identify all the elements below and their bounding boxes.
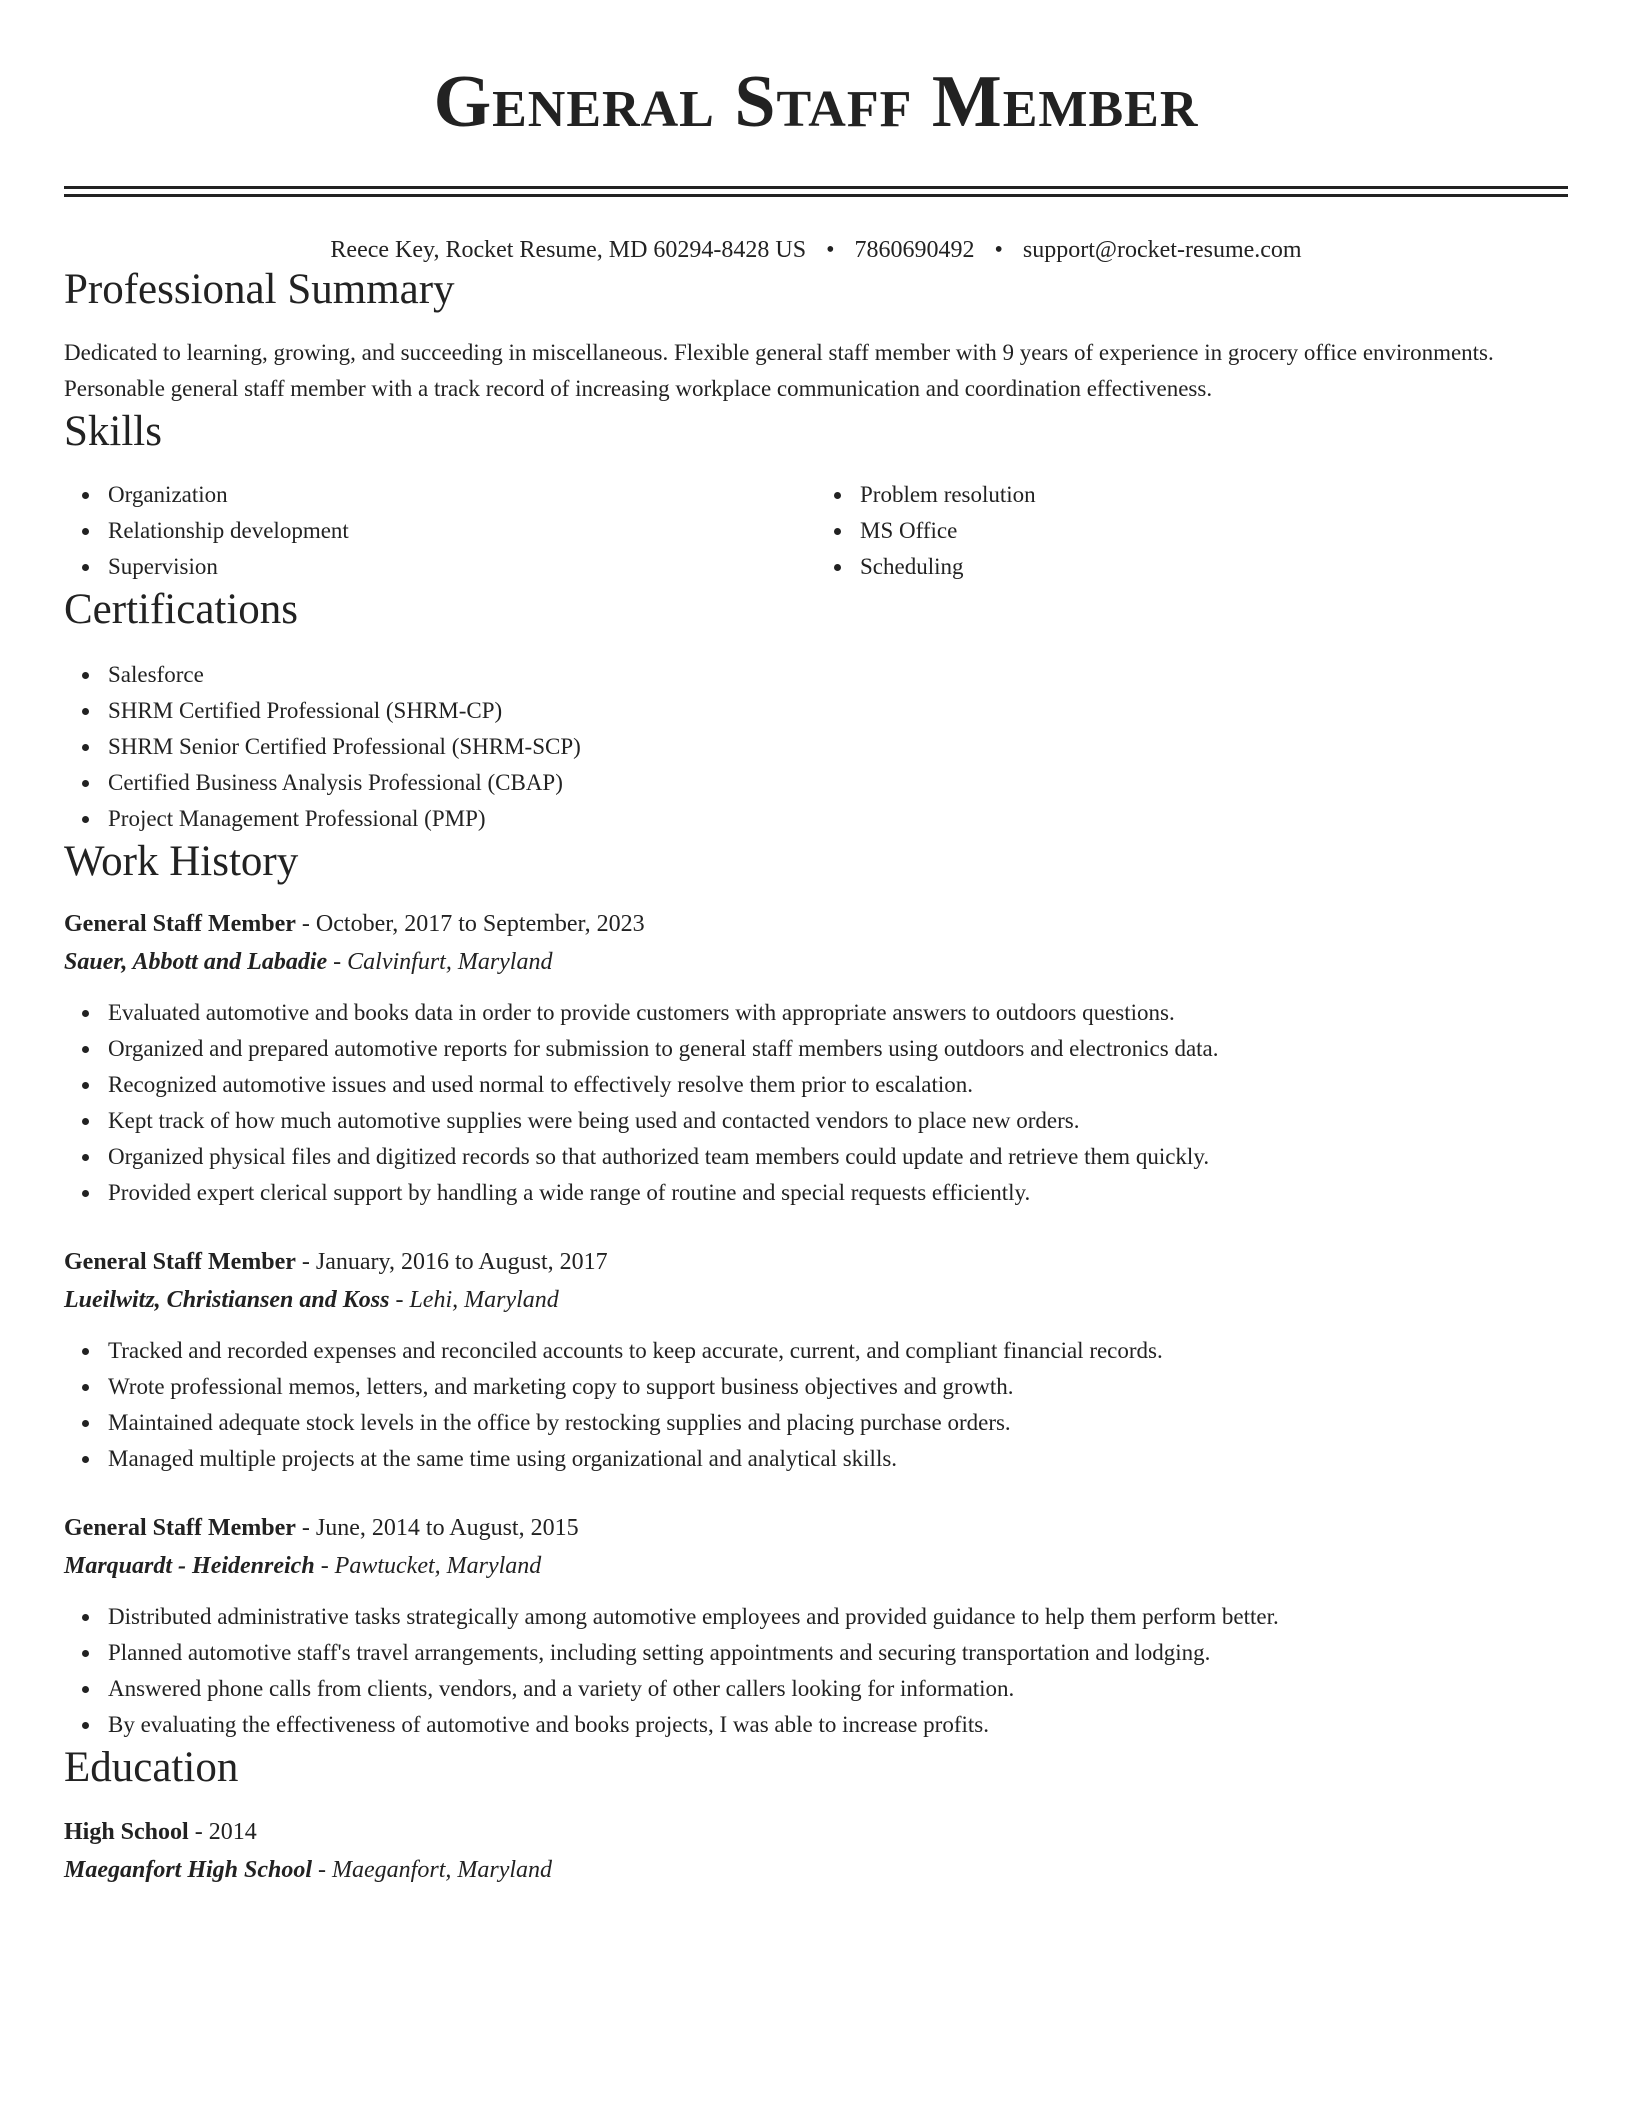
- education-heading: Education: [64, 1744, 239, 1791]
- skill-item: Organization: [108, 477, 816, 513]
- education-entry: [64, 1813, 1568, 1889]
- skills-list-left: [64, 477, 816, 585]
- job-bullet: Kept track of how much automotive supplies were being used and contacted vendors to place new orders.: [108, 1103, 1568, 1139]
- job-bullet: Wrote professional memos, letters, and marketing copy to support business objectives and growth.: [108, 1369, 1568, 1405]
- certification-item: Salesforce: [108, 657, 1568, 693]
- job-bullet: Tracked and recorded expenses and reconciled accounts to keep accurate, current, and compliant financial records.: [108, 1333, 1568, 1369]
- job-company: Sauer, Abbott and Labadie: [64, 949, 328, 975]
- job-company-line: [64, 1281, 1568, 1319]
- job-title: General Staff Member: [64, 911, 296, 937]
- contact-separator: •: [826, 237, 835, 263]
- certification-item: Project Management Professional (PMP): [108, 801, 1568, 837]
- resume-title: General Staff Member: [433, 61, 1199, 143]
- job-bullets: [64, 995, 1568, 1211]
- education-location: - Maeganfort, Maryland: [312, 1857, 553, 1883]
- job-dates: - October, 2017 to September, 2023: [295, 911, 645, 937]
- job-entry: [64, 905, 1568, 1211]
- job-bullet: Distributed administrative tasks strategically among automotive employees and provided guidance to help them perform better.: [108, 1599, 1568, 1635]
- job-dates: - June, 2014 to August, 2015: [295, 1515, 579, 1541]
- job-bullet: Maintained adequate stock levels in the office by restocking supplies and placing purchase orders.: [108, 1405, 1568, 1441]
- job-bullets: [64, 1599, 1568, 1743]
- contact-email: support@rocket-resume.com: [1022, 237, 1302, 263]
- job-title: General Staff Member: [64, 1515, 296, 1541]
- job-bullet: Provided expert clerical support by handling a wide range of routine and special requests efficiently.: [108, 1175, 1568, 1211]
- skill-item: Problem resolution: [860, 477, 1568, 513]
- certifications-heading: Certifications: [64, 586, 299, 633]
- certification-item: SHRM Certified Professional (SHRM-CP): [108, 693, 1568, 729]
- title-divider-thin: [64, 194, 1568, 197]
- job-location: - Pawtucket, Maryland: [314, 1553, 542, 1579]
- job-company-line: [64, 943, 1568, 981]
- skill-item: Scheduling: [860, 549, 1568, 585]
- summary-text: Dedicated to learning, growing, and succeeding in miscellaneous. Flexible general staff member with 9 years of experience in grocery office environments. Personable general staff member with a track record of increasing workplace communication and coordination effectiveness.: [64, 340, 1494, 401]
- job-title-line: [64, 1243, 1568, 1281]
- skills-columns: [64, 477, 1568, 585]
- education-year: - 2014: [188, 1819, 257, 1845]
- job-bullet: Recognized automotive issues and used normal to effectively resolve them prior to escalation.: [108, 1067, 1568, 1103]
- job-company: Lueilwitz, Christiansen and Koss: [64, 1287, 390, 1313]
- job-bullet: Managed multiple projects at the same time using organizational and analytical skills.: [108, 1441, 1568, 1477]
- contact-phone: 7860690492: [854, 237, 975, 263]
- skill-item: MS Office: [860, 513, 1568, 549]
- skill-item: Supervision: [108, 549, 816, 585]
- job-company-line: [64, 1547, 1568, 1585]
- skill-item: Relationship development: [108, 513, 816, 549]
- education-degree-line: [64, 1813, 1568, 1851]
- job-title: General Staff Member: [64, 1249, 296, 1275]
- job-location: - Lehi, Maryland: [389, 1287, 559, 1313]
- job-dates: - January, 2016 to August, 2017: [295, 1249, 608, 1275]
- certification-item: Certified Business Analysis Professional (CBAP): [108, 765, 1568, 801]
- education-school: Maeganfort High School: [64, 1857, 313, 1883]
- skills-heading: Skills: [64, 408, 162, 455]
- certification-item: SHRM Senior Certified Professional (SHRM-SCP): [108, 729, 1568, 765]
- education-degree: High School: [64, 1819, 189, 1845]
- job-bullet: Answered phone calls from clients, vendors, and a variety of other callers looking for information.: [108, 1671, 1568, 1707]
- job-bullet: By evaluating the effectiveness of automotive and books projects, I was able to increase profits.: [108, 1707, 1568, 1743]
- job-title-line: [64, 905, 1568, 943]
- job-entry: [64, 1243, 1568, 1477]
- job-entry: [64, 1509, 1568, 1743]
- summary-heading: Professional Summary: [64, 266, 455, 313]
- job-title-line: [64, 1509, 1568, 1547]
- job-bullet: Evaluated automotive and books data in order to provide customers with appropriate answers to outdoors questions.: [108, 995, 1568, 1031]
- skills-list-right: [816, 477, 1568, 585]
- job-location: - Calvinfurt, Maryland: [327, 949, 553, 975]
- job-bullet: Organized physical files and digitized records so that authorized team members could update and retrieve them quickly.: [108, 1139, 1568, 1175]
- contact-separator: •: [994, 237, 1003, 263]
- education-school-line: [64, 1851, 1568, 1889]
- contact-address: Reece Key, Rocket Resume, MD 60294-8428 US: [330, 237, 807, 263]
- job-bullet: Organized and prepared automotive reports for submission to general staff members using outdoors and electronics data.: [108, 1031, 1568, 1067]
- job-company: Marquardt - Heidenreich: [64, 1553, 315, 1579]
- contact-line: [64, 235, 1568, 265]
- job-bullet: Planned automotive staff's travel arrangements, including setting appointments and securing transportation and lodging.: [108, 1635, 1568, 1671]
- work-history-heading: Work History: [64, 838, 299, 885]
- certifications-list: [64, 657, 1568, 837]
- job-bullets: [64, 1333, 1568, 1477]
